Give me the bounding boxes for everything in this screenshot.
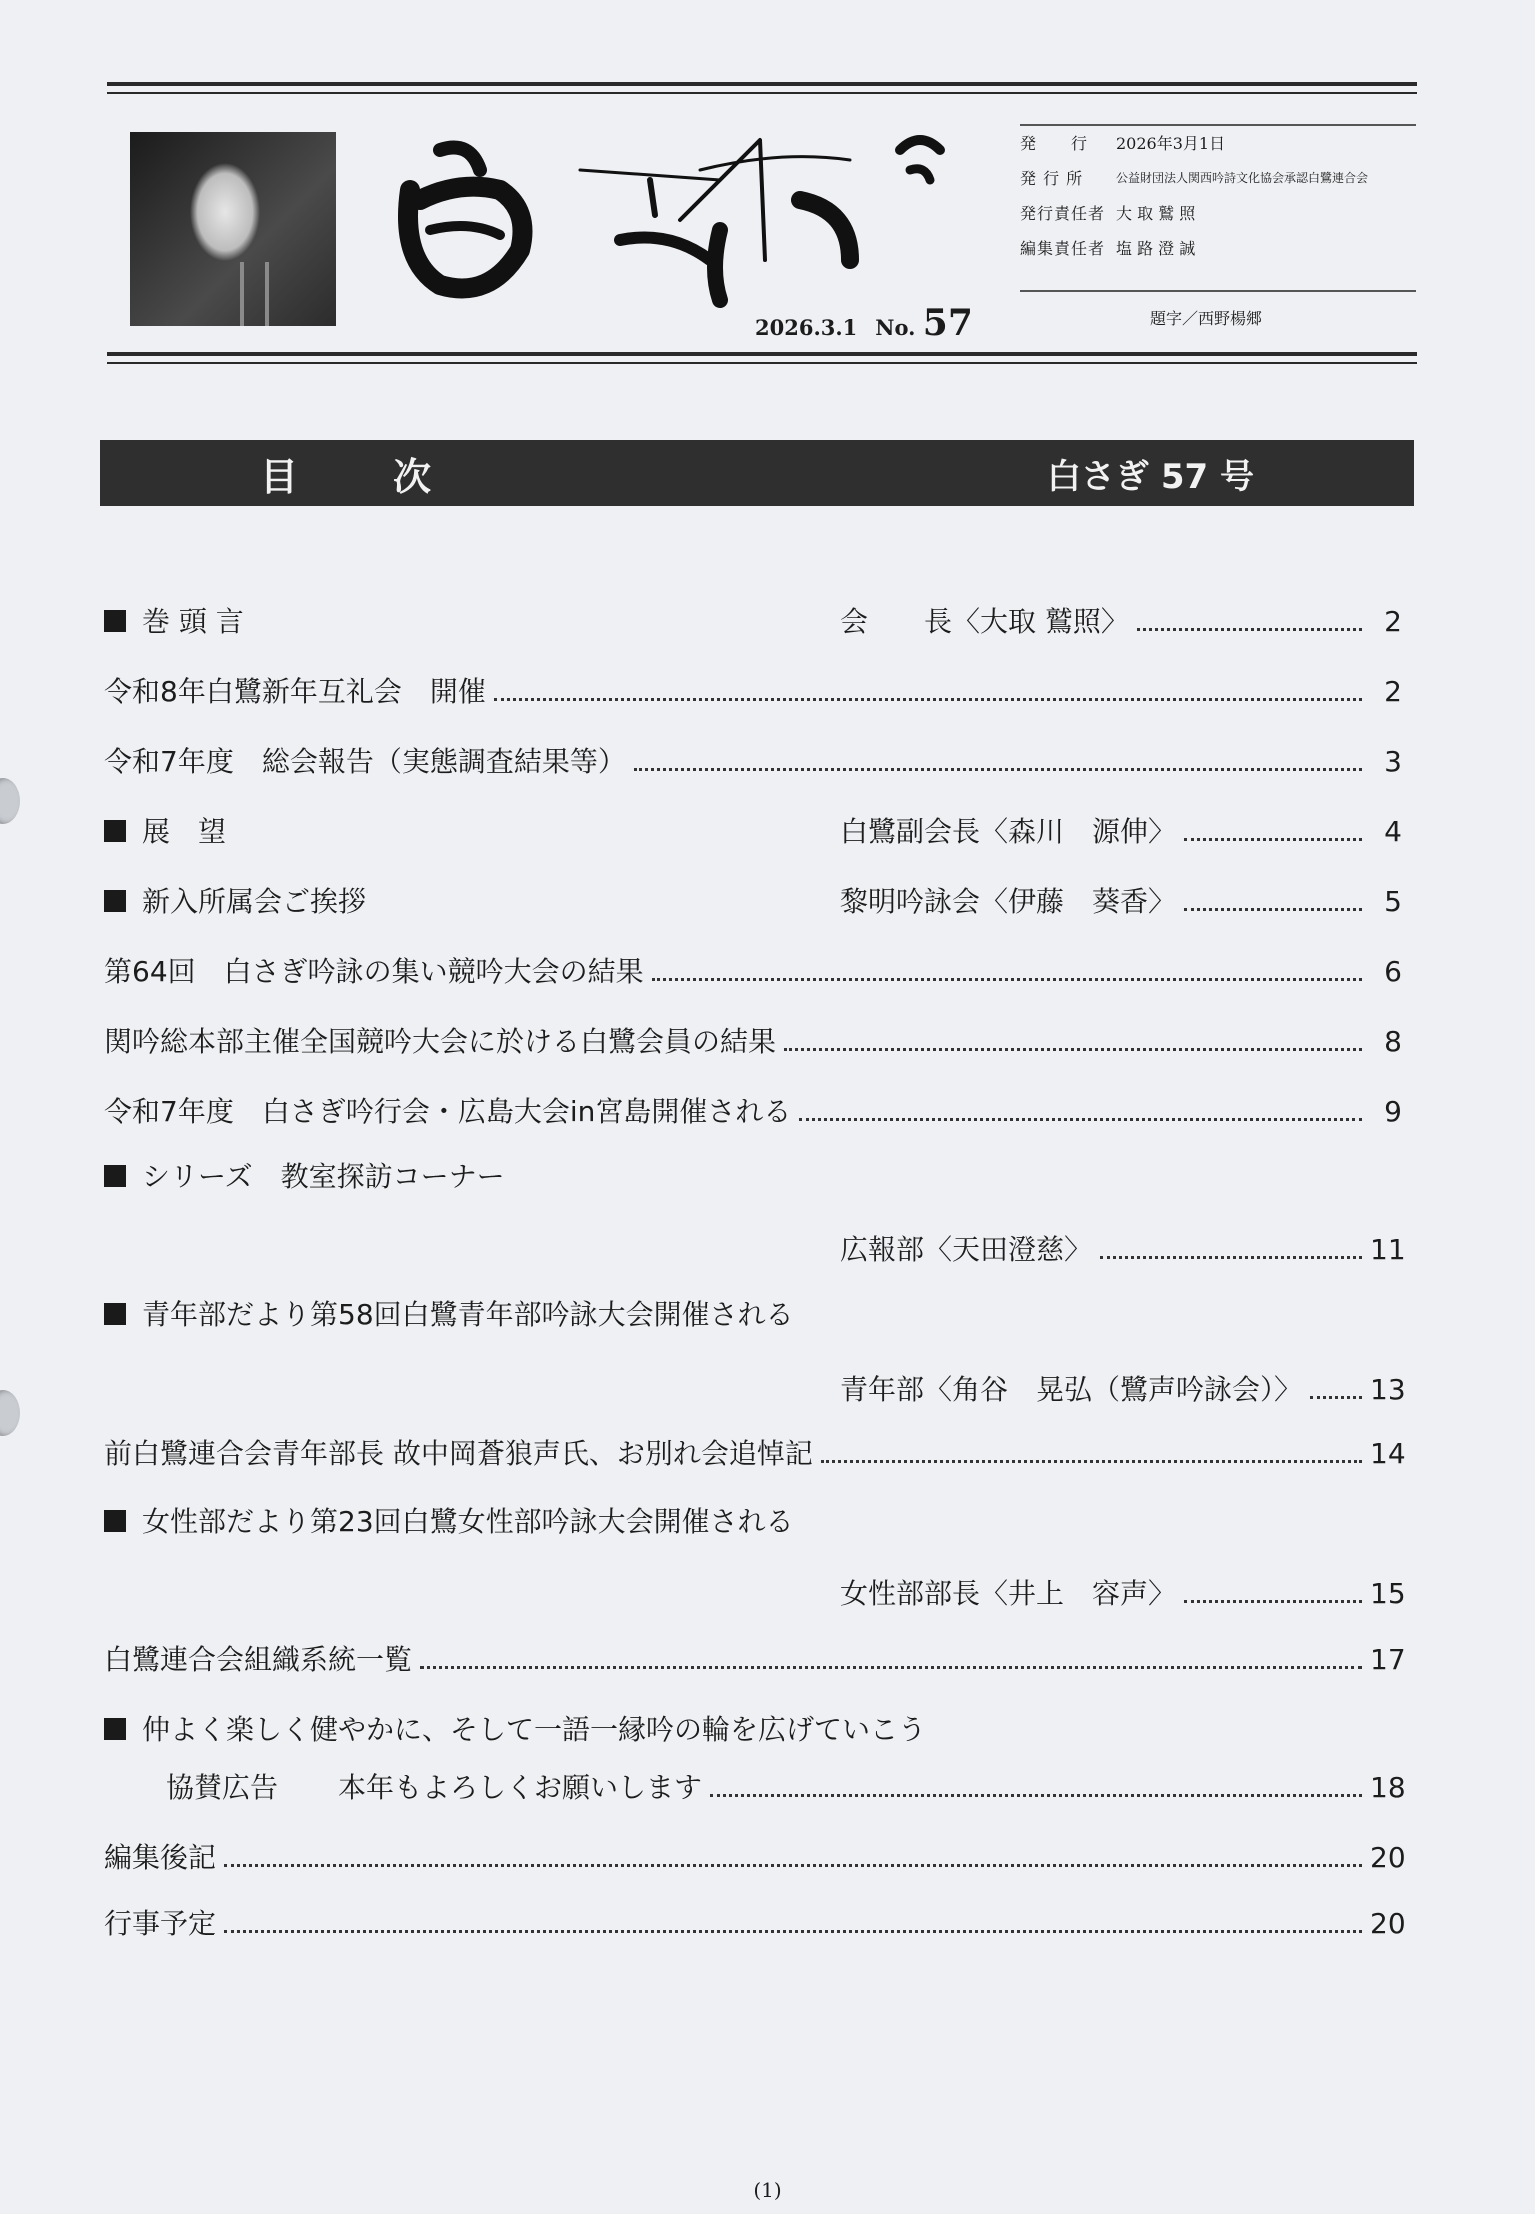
toc-page-number: 2 — [1384, 675, 1402, 708]
toc-page-number: 4 — [1384, 815, 1402, 848]
leader-dots — [710, 1794, 1362, 1797]
toc-page-number: 20 — [1370, 1841, 1406, 1874]
toc-author: 青年部〈角谷 晃弘（鷺声吟詠会）〉 — [840, 1373, 1303, 1406]
toc-entry — [104, 1432, 1406, 1472]
toc-entry — [104, 1708, 926, 1748]
issue-info — [755, 302, 973, 344]
toc-entry — [104, 950, 1402, 990]
toc-entry — [104, 1836, 1406, 1876]
leader-dots — [799, 1118, 1362, 1121]
toc-page-number: 14 — [1370, 1437, 1406, 1470]
toc-page-number: 2 — [1384, 605, 1402, 638]
leader-dots — [1100, 1256, 1362, 1259]
leader-dots — [494, 698, 1362, 701]
leader-dots — [420, 1666, 1362, 1669]
toc-entry — [104, 880, 366, 920]
leader-dots — [1184, 908, 1362, 911]
binder-hole — [0, 778, 20, 824]
binder-hole — [0, 1390, 20, 1436]
toc-author-line — [840, 810, 1402, 850]
leader-dots — [652, 978, 1362, 981]
bullet-square-icon — [104, 1510, 126, 1532]
toc-page-number: 18 — [1370, 1771, 1406, 1804]
toc-entry-title: 関吟総本部主催全国競吟大会に於ける白鷺会員の結果 — [104, 1025, 777, 1058]
issue-no-label: No. — [875, 315, 916, 340]
colophon-value: 塩 路 澄 誠 — [1116, 239, 1196, 258]
toc-entry-title: 前白鷺連合会青年部長 故中岡蒼狼声氏、お別れ会追悼記 — [104, 1437, 813, 1470]
toc-page-number: 13 — [1370, 1373, 1406, 1406]
toc-page-number: 5 — [1384, 885, 1402, 918]
toc-entry — [104, 600, 244, 640]
toc-page-number: 9 — [1384, 1095, 1402, 1128]
header-rule — [107, 362, 1417, 364]
toc-entry-title: 白鷺連合会組織系統一覧 — [104, 1643, 413, 1676]
toc-author: 黎明吟詠会〈伊藤 葵香〉 — [840, 885, 1177, 918]
toc-entry — [104, 1638, 1406, 1678]
shirasagi-calligraphy-logo — [380, 110, 960, 310]
colophon-key: 発 行 所 — [1020, 169, 1084, 188]
toc-entry-title: 女性部だより第23回白鷺女性部吟詠大会開催される — [142, 1505, 794, 1538]
toc-entry — [104, 740, 1402, 780]
leader-dots — [1184, 1600, 1362, 1603]
leader-dots — [1184, 838, 1362, 841]
toc-entry-title: 行事予定 — [104, 1907, 217, 1940]
leader-dots — [634, 768, 1362, 771]
bullet-square-icon — [104, 820, 126, 842]
header-rule — [107, 82, 1417, 86]
bullet-square-icon — [104, 1165, 126, 1187]
bullet-square-icon — [104, 890, 126, 912]
header-rule — [107, 92, 1417, 94]
bullet-square-icon — [104, 1718, 126, 1740]
colophon-rule — [1020, 290, 1416, 292]
issue-number: 57 — [922, 302, 973, 344]
toc-author: 白鷺副会長〈森川 源伸〉 — [840, 815, 1177, 848]
toc-author: 広報部〈天田澄慈〉 — [840, 1233, 1093, 1266]
toc-author: 会 長〈大取 鷲照〉 — [840, 605, 1129, 638]
leader-dots — [224, 1930, 1362, 1933]
toc-page-number: 17 — [1370, 1643, 1406, 1676]
colophon-row — [1020, 231, 1420, 266]
toc-heading: 目次 — [260, 454, 527, 499]
toc-author-line — [840, 880, 1402, 920]
toc-author-line — [840, 1228, 1406, 1268]
colophon-value: 公益財団法人関西吟詩文化協会承認白鷺連合会 — [1116, 171, 1369, 185]
toc-entry-title: 第64回 白さぎ吟詠の集い競吟大会の結果 — [104, 955, 644, 988]
colophon-key: 発行責任者 — [1020, 204, 1106, 223]
toc-entry-title: 仲よく楽しく健やかに、そして一語一縁吟の輪を広げていこう — [142, 1713, 927, 1746]
toc-entry-title: 令和8年白鷺新年互礼会 開催 — [104, 675, 486, 708]
bullet-square-icon — [104, 610, 126, 632]
leader-dots — [1137, 628, 1362, 631]
toc-entry-title: 展 望 — [142, 815, 227, 848]
leader-dots — [784, 1048, 1362, 1051]
leader-dots — [224, 1864, 1362, 1867]
toc-author-line — [840, 1572, 1406, 1612]
colophon-row — [1020, 126, 1420, 161]
toc-sub-line — [166, 1766, 1406, 1806]
issue-date: 2026.3.1 — [755, 315, 858, 340]
egret-photo — [130, 132, 336, 326]
toc-entry — [104, 1020, 1402, 1060]
toc-sub-label: 協賛広告 — [166, 1771, 279, 1804]
toc-entry-title: 編集後記 — [104, 1841, 217, 1874]
toc-entry — [104, 1500, 794, 1540]
bullet-square-icon — [104, 1303, 126, 1325]
toc-page-number: 6 — [1384, 955, 1402, 988]
page-number: (1) — [753, 2178, 782, 2202]
toc-entry — [104, 670, 1402, 710]
leader-dots — [821, 1460, 1362, 1463]
toc-author: 女性部部長〈井上 容声〉 — [840, 1577, 1177, 1610]
colophon-row — [1020, 161, 1420, 196]
colophon-row — [1020, 196, 1420, 231]
toc-entry-title: 令和7年度 白さぎ吟行会・広島大会in宮島開催される — [104, 1095, 792, 1128]
toc-author-line — [840, 600, 1402, 640]
toc-entry-title: 新入所属会ご挨拶 — [142, 885, 367, 918]
header-rule — [107, 352, 1417, 356]
toc-entry-title: 青年部だより第58回白鷺青年部吟詠大会開催される — [142, 1298, 794, 1331]
toc-entry-title: 巻 頭 言 — [142, 605, 244, 638]
calligrapher-credit: 題字／西野楊郷 — [1150, 309, 1263, 328]
colophon-key: 編集責任者 — [1020, 239, 1106, 258]
toc-entry — [104, 810, 226, 850]
leader-dots — [1310, 1396, 1362, 1399]
toc-page-number: 11 — [1370, 1233, 1406, 1266]
toc-sub-text: 本年もよろしくお願いします — [338, 1771, 703, 1804]
issue-label: 白さぎ 57 号 — [1047, 456, 1254, 497]
toc-title-bar — [100, 440, 1414, 506]
colophon — [1020, 126, 1420, 266]
toc-entry-title: シリーズ 教室探訪コーナー — [142, 1160, 505, 1193]
toc-entry — [104, 1293, 794, 1333]
colophon-key: 発 行 — [1020, 134, 1089, 153]
toc-page-number: 8 — [1384, 1025, 1402, 1058]
toc-page-number: 20 — [1370, 1907, 1406, 1940]
toc-entry — [104, 1090, 1402, 1130]
toc-entry-title: 令和7年度 総会報告（実態調査結果等） — [104, 745, 626, 778]
colophon-value: 2026年3月1日 — [1116, 134, 1226, 153]
toc-page-number: 15 — [1370, 1577, 1406, 1610]
toc-page-number: 3 — [1384, 745, 1402, 778]
toc-entry — [104, 1155, 505, 1195]
toc-author-line — [840, 1368, 1406, 1408]
toc-entry — [104, 1902, 1406, 1942]
colophon-value: 大 取 鷲 照 — [1116, 204, 1196, 223]
